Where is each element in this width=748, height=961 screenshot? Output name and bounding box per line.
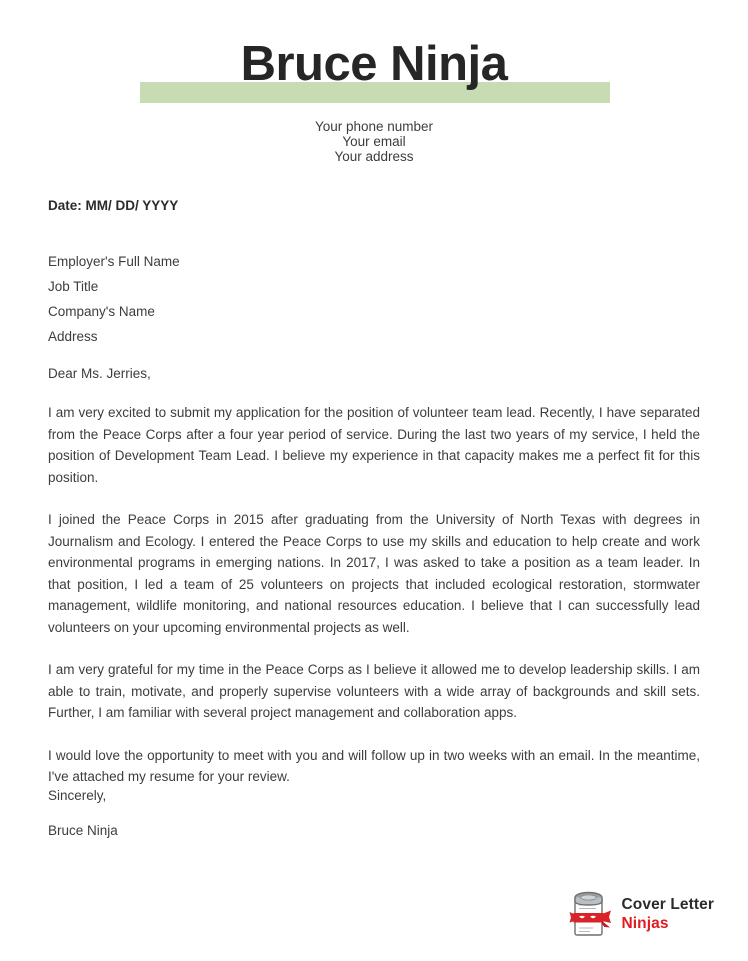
letter-header <box>0 0 748 112</box>
recipient-name: Employer's Full Name <box>48 254 180 269</box>
brand-logo-text <box>621 897 714 931</box>
brand-logo-line-1: Cover Letter <box>621 896 714 913</box>
contact-phone: Your phone number <box>314 119 434 134</box>
brand-logo-line-2: Ninjas <box>621 914 669 932</box>
recipient-job-title: Job Title <box>48 279 99 294</box>
applicant-name: Bruce Ninja <box>240 37 508 91</box>
closing-line: Sincerely, <box>48 787 107 803</box>
ninja-scroll-icon <box>566 890 612 938</box>
contact-address: Your address <box>334 148 414 164</box>
body-paragraph-3: I am very grateful for my time in the Peace Corps as I believe it allowed me to develop leadership skills. I am able to train, motivate, and properly supervise volunteers with a wide array of backgrounds and skill sets. Further, I am familiar with several project management and collaboration apps. <box>48 662 700 720</box>
contact-email: Your email <box>342 133 406 149</box>
letter-body <box>48 198 700 838</box>
recipient-block <box>48 249 700 349</box>
salutation: Dear Ms. Jerries, <box>48 366 151 381</box>
recipient-company: Company's Name <box>48 304 155 319</box>
body-paragraph-2: I joined the Peace Corps in 2015 after graduating from the University of North Texas with degrees in Journalism and Ecology. I entered the Peace Corps to use my skills and education to help create and work environmental programs in emerging nations. In 2017, I was asked to take a position as a team leader. In that position, I led a team of 25 volunteers on projects that included ecological restoration, stormwater management, wildlife monitoring, and national resources education. I believe that I can successfully lead volunteers on your upcoming environmental projects as well. <box>48 512 700 635</box>
contact-block <box>0 120 748 164</box>
body-paragraph-4: I would love the opportunity to meet with you and will follow up in two weeks with an email. In the meantime, I've attached my resume for your review. <box>48 747 700 784</box>
date-line: Date: MM/ DD/ YYYY <box>48 198 179 213</box>
signature-name: Bruce Ninja <box>48 822 118 838</box>
brand-logo <box>566 890 714 938</box>
recipient-address: Address <box>48 329 98 344</box>
body-paragraph-1: I am very excited to submit my application for the position of volunteer team lead. Recently, I have separated from the Peace Corps after a four year period of service. During the last two years of my service, I held the position of Development Team Lead. I believe my experience in that capacity makes me a perfect fit for this position. <box>48 405 700 485</box>
